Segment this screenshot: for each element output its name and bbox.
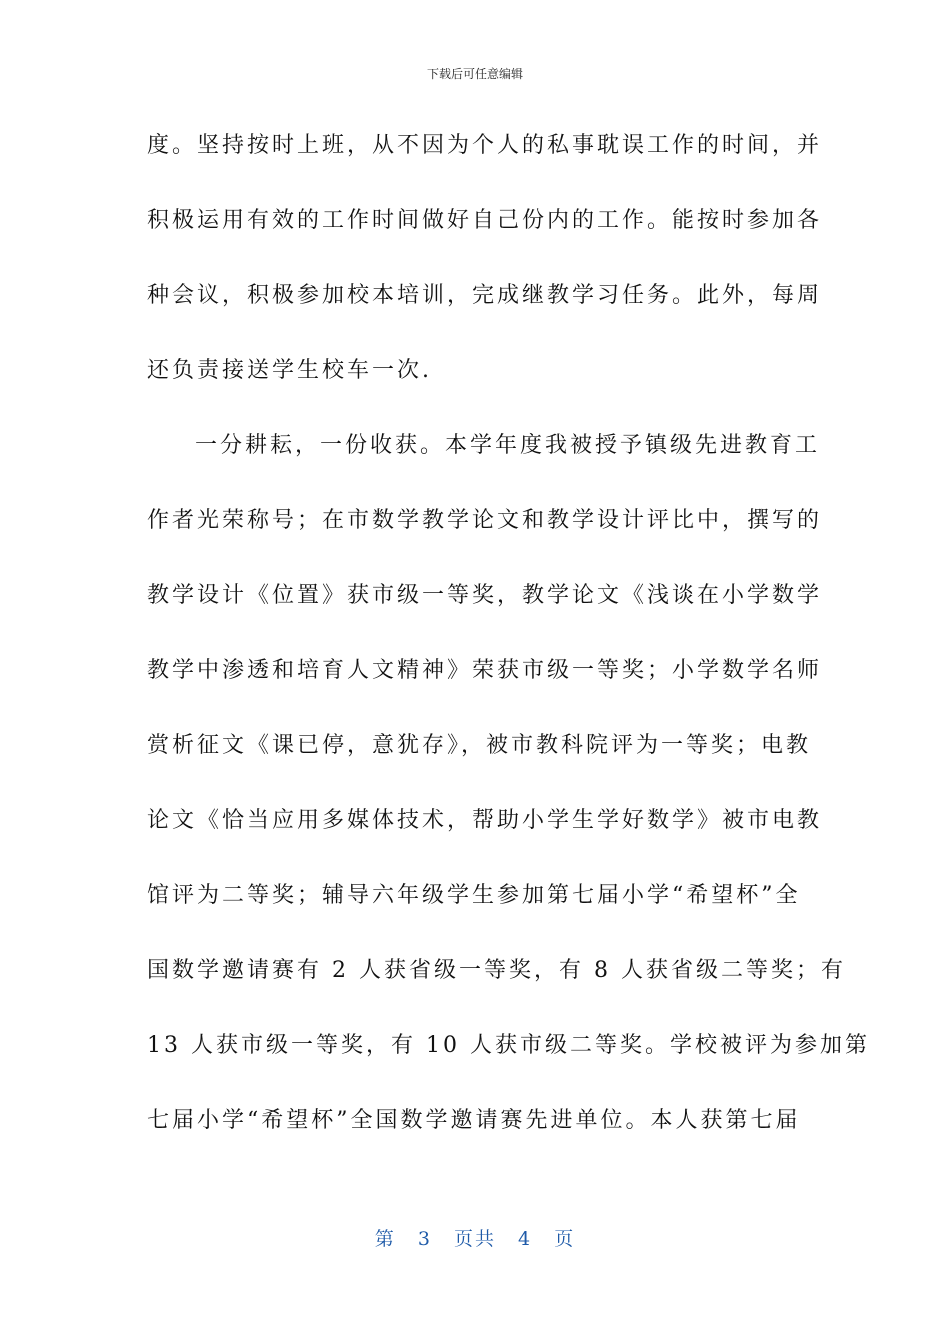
footer-suffix: 页 [554,1228,576,1250]
text-line-1: 度。坚持按时上班，从不因为个人的私事耽误工作的时间，并 [147,133,823,158]
text-line-9: 赏析征文《课已停，意犹存》，被市教科院评为一等奖；电教 [147,733,812,758]
footer-current-page: 3 [417,1228,432,1250]
text-line-5-paragraph-start: 一分耕耘，一份收获。本学年度我被授予镇级先进教育工 [195,433,821,458]
text-line-12: 国数学邀请赛有 2 人获省级一等奖，有 8 人获省级二等奖；有 [147,958,846,983]
document-body [147,118,870,1168]
text-line-2: 积极运用有效的工作时间做好自己份内的工作。能按时参加各 [147,208,823,233]
text-line-10: 论文《恰当应用多媒体技术，帮助小学生学好数学》被市电教 [147,808,823,833]
text-line-11: 馆评为二等奖；辅导六年级学生参加第七届小学“希望杯”全 [147,883,801,908]
text-line-14: 七届小学“希望杯”全国数学邀请赛先进单位。本人获第七届 [147,1108,801,1133]
page-header-note: 下载后可任意编辑 [426,67,523,81]
footer-prefix: 第 [374,1228,396,1250]
text-line-13: 13 人获市级一等奖，有 10 人获市级二等奖。学校被评为参加第 [147,1033,870,1058]
footer-middle: 页共 [453,1228,496,1250]
text-line-4: 还负责接送学生校车一次. [147,358,432,383]
footer-total-pages: 4 [518,1228,533,1250]
text-line-8: 教学中渗透和培育人文精神》荣获市级一等奖；小学数学名师 [147,658,823,683]
page-number-footer [0,1226,950,1252]
text-line-7: 教学设计《位置》获市级一等奖，教学论文《浅谈在小学数学 [147,583,823,608]
text-line-3: 种会议，积极参加校本培训，完成继教学习任务。此外，每周 [147,283,823,308]
text-line-6: 作者光荣称号；在市数学教学论文和教学设计评比中，撰写的 [147,508,823,533]
